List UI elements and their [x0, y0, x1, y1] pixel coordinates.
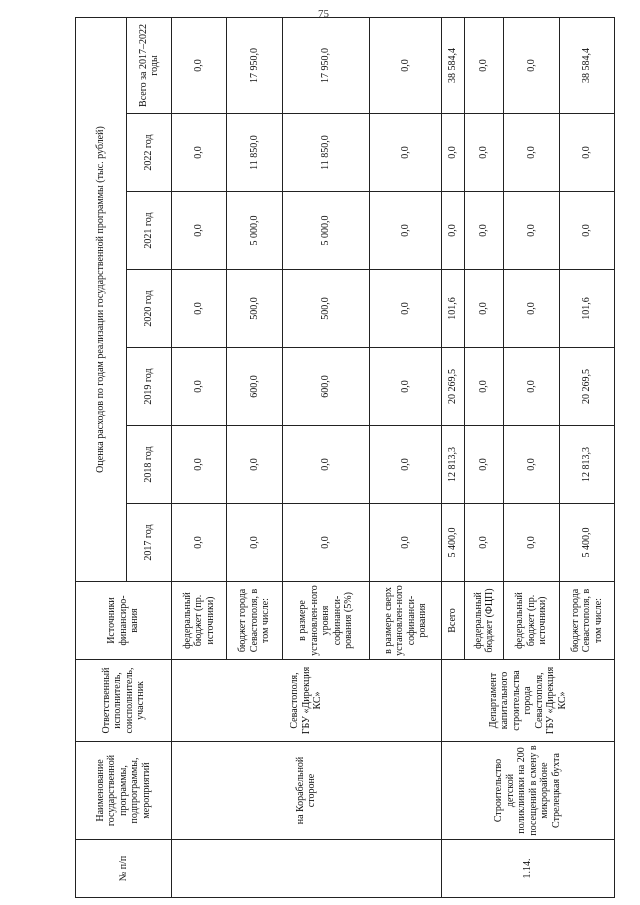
value-cell: 0,0 — [370, 270, 441, 348]
value-cell: 0,0 — [172, 114, 227, 192]
value-cell: 0,0 — [172, 270, 227, 348]
value-cell: 17 950,0 — [227, 17, 282, 113]
value-cell: 600,0 — [227, 348, 282, 426]
value-cell: 0,0 — [227, 426, 282, 504]
header-name: Наименование государственной программы, подпрограммы, мероприятий — [76, 742, 172, 840]
value-cell: 17 950,0 — [282, 17, 370, 113]
value-cell: 101,6 — [441, 270, 464, 348]
value-cell: 0,0 — [172, 504, 227, 582]
value-cell: 11 850,0 — [282, 114, 370, 192]
value-cell: 5 000,0 — [227, 192, 282, 270]
value-cell: 0,0 — [504, 504, 559, 582]
value-cell: 0,0 — [464, 504, 503, 582]
source-cell: федеральный бюджет (ФЦП) — [464, 582, 503, 660]
measure-name: Строительство детской поликлиники на 200 посещений в смену в микрорайоне Стрелецкая бухта — [441, 742, 614, 840]
value-cell: 0,0 — [504, 192, 559, 270]
value-cell: 0,0 — [370, 348, 441, 426]
value-cell: 0,0 — [504, 114, 559, 192]
value-cell: 12 813,3 — [559, 426, 614, 504]
value-cell: 20 269,5 — [441, 348, 464, 426]
table-row — [441, 17, 464, 897]
value-cell: 0,0 — [464, 270, 503, 348]
row-number-empty — [172, 840, 442, 898]
value-cell: 0,0 — [504, 17, 559, 113]
value-cell: 0,0 — [441, 192, 464, 270]
value-cell: 0,0 — [464, 17, 503, 113]
source-cell: Всего — [441, 582, 464, 660]
table-row — [172, 17, 227, 897]
row-number: 1.14. — [441, 840, 614, 898]
header-year: 2020 год — [127, 270, 172, 348]
source-cell: в размере сверх установлен-ного софинанси-рования — [370, 582, 441, 660]
budget-table — [75, 17, 615, 898]
value-cell: 0,0 — [370, 114, 441, 192]
value-cell: 600,0 — [282, 348, 370, 426]
value-cell: 0,0 — [559, 114, 614, 192]
value-cell: 5 400,0 — [441, 504, 464, 582]
value-cell: 0,0 — [464, 348, 503, 426]
value-cell: 38 584,4 — [559, 17, 614, 113]
value-cell: 5 000,0 — [282, 192, 370, 270]
value-cell: 0,0 — [172, 426, 227, 504]
value-cell: 0,0 — [441, 114, 464, 192]
header-year: 2017 год — [127, 504, 172, 582]
source-cell: федеральный бюджет (пр. источники) — [172, 582, 227, 660]
value-cell: 0,0 — [370, 17, 441, 113]
value-cell: 500,0 — [227, 270, 282, 348]
measure-name: на Корабельной стороне — [172, 742, 442, 840]
header-source: Источники финансиро-вания — [76, 582, 172, 660]
value-cell: 500,0 — [282, 270, 370, 348]
source-cell: бюджет города Севастополя, в том числе: — [227, 582, 282, 660]
value-cell: 0,0 — [370, 192, 441, 270]
value-cell: 0,0 — [370, 504, 441, 582]
source-cell: в размере установлен-ного уровня софинанси-рования (5%) — [282, 582, 370, 660]
value-cell: 0,0 — [464, 426, 503, 504]
value-cell: 20 269,5 — [559, 348, 614, 426]
value-cell: 12 813,3 — [441, 426, 464, 504]
value-cell: 0,0 — [504, 348, 559, 426]
executor: Департамент капитального строительства города Севастополя, ГБУ «Дирекция КС» — [441, 660, 614, 742]
value-cell: 0,0 — [282, 426, 370, 504]
source-cell: бюджет города Севастополя, в том числе: — [559, 582, 614, 660]
rotated-table-container — [75, 18, 615, 898]
value-cell: 0,0 — [370, 426, 441, 504]
header-year: 2022 год — [127, 114, 172, 192]
value-cell: 101,6 — [559, 270, 614, 348]
value-cell: 0,0 — [172, 17, 227, 113]
header-number: № п/п — [76, 840, 172, 898]
value-cell: 0,0 — [172, 192, 227, 270]
header-estimate-title: Оценка расходов по годам реализации государственной программы (тыс. рублей) — [76, 17, 127, 581]
value-cell: 0,0 — [282, 504, 370, 582]
header-executor: Ответственный исполнитель, соисполнитель, участник — [76, 660, 172, 742]
value-cell: 0,0 — [464, 114, 503, 192]
header-year: 2018 год — [127, 426, 172, 504]
value-cell: 0,0 — [464, 192, 503, 270]
value-cell: 11 850,0 — [227, 114, 282, 192]
value-cell: 0,0 — [227, 504, 282, 582]
header-year: 2021 год — [127, 192, 172, 270]
page-number: 75 — [318, 8, 329, 20]
header-year-total: Всего за 2017–2022 годы — [127, 17, 172, 113]
value-cell: 0,0 — [172, 348, 227, 426]
value-cell: 0,0 — [504, 426, 559, 504]
source-cell: федеральный бюджет (пр. источники) — [504, 582, 559, 660]
header-year: 2019 год — [127, 348, 172, 426]
executor: Севастополя, ГБУ «Дирекция КС» — [172, 660, 442, 742]
value-cell: 5 400,0 — [559, 504, 614, 582]
value-cell: 38 584,4 — [441, 17, 464, 113]
value-cell: 0,0 — [504, 270, 559, 348]
value-cell: 0,0 — [559, 192, 614, 270]
